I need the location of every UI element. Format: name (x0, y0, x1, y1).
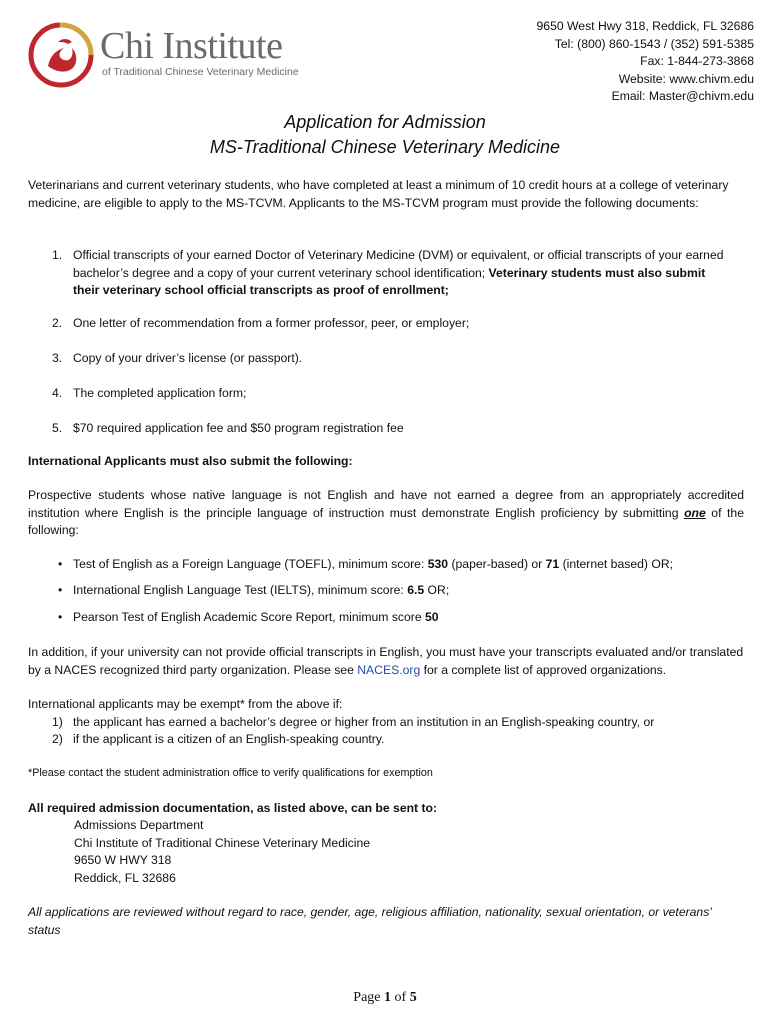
exemption-note: *Please contact the student administration office to verify qualifications for exemption (28, 767, 433, 779)
test-text: (internet based) OR; (559, 557, 674, 571)
logo-name: Chi Institute (100, 25, 283, 67)
mailing-address (74, 817, 574, 887)
dragon-emblem-icon (28, 22, 94, 88)
institute-logo (28, 22, 308, 88)
test-text: (paper-based) or (448, 557, 546, 571)
contact-info (537, 18, 754, 106)
list-number: 3. (52, 351, 63, 365)
list-text: $70 required application fee and $50 program registration fee (73, 421, 404, 435)
bullet-icon: • (58, 583, 63, 597)
list-text: Official transcripts of your earned Doctor of Veterinary Medicine (DVM) or equivalent, or official transcripts of your earned bachelor’s degree and a copy of your current veterinary school identification; (73, 248, 724, 280)
list-number: 4. (52, 386, 63, 400)
proficiency-paragraph (28, 487, 744, 540)
proficiency-text: Prospective students whose native language is not English and have not earned a degree from an appropriately accredited institution where English is the principle language of instruction must demonstrate English proficiency by submitting (28, 488, 744, 520)
page-label: Page (353, 990, 385, 1005)
list-number: 5. (52, 421, 63, 435)
test-text: OR; (424, 583, 450, 597)
list-text: the applicant has earned a bachelor’s degree or higher from an institution in an English-speaking country, or (73, 715, 655, 729)
list-text: if the applicant is a citizen of an English-speaking country. (73, 732, 385, 746)
page-number (0, 989, 770, 1007)
naces-link[interactable]: NACES.org (357, 662, 421, 677)
address-line: Chi Institute of Traditional Chinese Veterinary Medicine (74, 835, 371, 850)
page-subtitle: MS-Traditional Chinese Veterinary Medicine (209, 137, 561, 157)
contact-email: Email: Master@chivm.edu (611, 89, 754, 103)
address-line: Admissions Department (74, 818, 204, 832)
page-current: 1 (384, 990, 392, 1005)
list-text: The completed application form; (73, 386, 247, 400)
logo-subtitle: of Traditional Chinese Veterinary Medicine (102, 66, 299, 78)
test-name: Pearson Test of English Academic Score Report, minimum score (73, 610, 426, 624)
test-name: Test of English as a Foreign Language (TOEFL), minimum score: (73, 557, 428, 571)
address-line: Reddick, FL 32686 (74, 870, 176, 885)
list-number: 1) (52, 715, 63, 729)
contact-fax: Fax: 1-844-273-3868 (640, 54, 754, 68)
list-text-bold: Veterinary students must also submit their veterinary school official transcripts as proof of enrollment; (73, 265, 706, 297)
page-title: Application for Admission (284, 112, 486, 132)
test-score: 6.5 (407, 583, 425, 597)
list-text: Copy of your driver’s license (or passport). (73, 351, 303, 365)
test-score: 71 (545, 557, 560, 571)
bullet-icon: • (58, 557, 63, 571)
bullet-icon: • (58, 610, 63, 624)
intro-paragraph: Veterinarians and current veterinary students, who have completed at least a minimum of 10 credit hours at a college of veterinary medicine, are eligible to apply to the MS-TCVM. Applicants to the MS-TCVM program must provide the following documents: (28, 178, 729, 210)
proficiency-emphasis: one (684, 505, 706, 520)
list-number: 2. (52, 316, 63, 330)
transcripts-text-end: for a complete list of approved organizations. (420, 662, 667, 677)
contact-website: Website: www.chivm.edu (618, 71, 754, 86)
transcripts-text: In addition, if your university can not provide official transcripts in English, you must have your transcripts evaluated and/or translated by a NACES recognized third party organization. Please see (28, 645, 744, 677)
contact-phone: Tel: (800) 860-1543 / (352) 591-5385 (554, 36, 754, 51)
list-number: 1. (52, 248, 63, 262)
test-name: International English Language Test (IELTS), minimum score: (73, 583, 408, 597)
international-heading: International Applicants must also submit the following: (28, 454, 353, 468)
page-total: 5 (409, 990, 417, 1005)
test-score: 50 (425, 610, 439, 624)
page-of: of (391, 990, 410, 1005)
transcripts-paragraph (28, 644, 744, 679)
address-line: 9650 W HWY 318 (74, 853, 172, 867)
list-number: 2) (52, 732, 63, 746)
nondiscrimination-statement: All applications are reviewed without regard to race, gender, age, religious affiliation, nationality, sexual orientation, or veterans’ status (28, 905, 712, 937)
proficiency-text-end: of the following: (28, 505, 744, 537)
exempt-intro: International applicants may be exempt* from the above if: (28, 697, 343, 711)
list-text: One letter of recommendation from a former professor, peer, or employer; (73, 316, 470, 330)
test-score: 530 (427, 557, 449, 571)
mailing-heading: All required admission documentation, as listed above, can be sent to: (28, 801, 438, 815)
contact-address: 9650 West Hwy 318, Reddick, FL 32686 (536, 19, 754, 33)
